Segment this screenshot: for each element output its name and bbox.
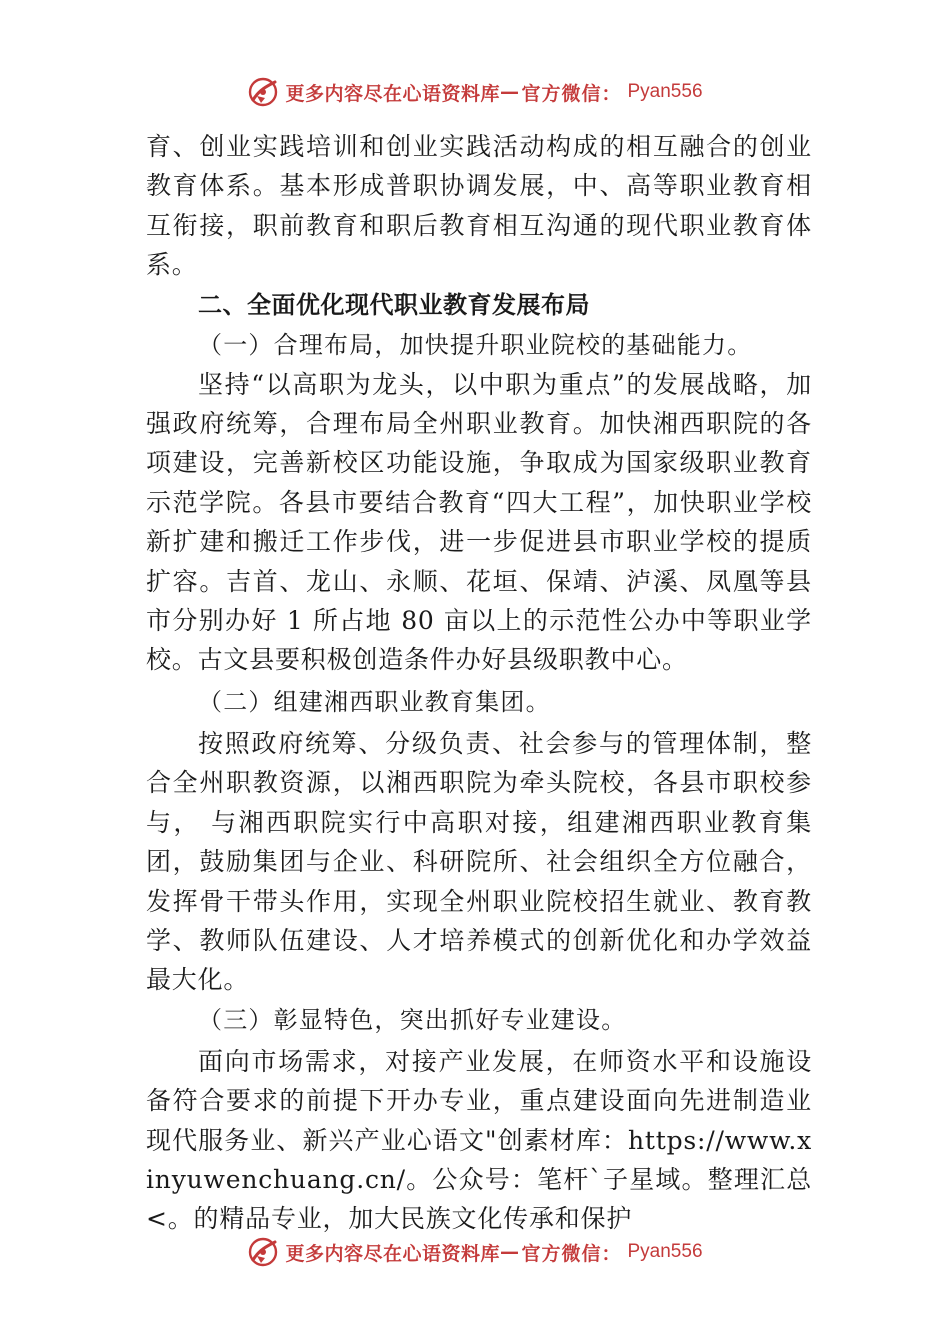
banner-wechat-label: 官方微信： — [521, 82, 622, 105]
banner-site-text: 更多内容尽在心语资料库 — [285, 82, 500, 105]
pen-logo-icon — [247, 1236, 279, 1268]
banner-site-text: 更多内容尽在心语资料库 — [285, 1242, 500, 1265]
banner-wechat-id: Pyan556 — [627, 81, 703, 102]
header-watermark-banner — [0, 70, 950, 114]
subsection-heading-2: （二）组建湘西职业教育集团。 — [198, 687, 551, 716]
subsection-body-2: 按照政府统筹、分级负责、社会参与的管理体制，整合全州职教资源，以湘西职院为牵头院校，各县市职校参与， 与湘西职院实行中高职对接，组建湘西职业教育集团，鼓励集团与企业、科研院所、社会组织全方位融合，发挥骨干带头作用，实现全州职业院校招生就业、教育教学、教师队伍建设、人才培养模式的创新优化和办学效益最大化。 — [146, 728, 812, 995]
banner-dash: — — [499, 81, 520, 103]
subsection-heading-3: （三）彰显特色，突出抓好专业建设。 — [198, 1005, 627, 1034]
pen-logo-icon — [247, 76, 279, 108]
document-body — [146, 127, 812, 1239]
footer-watermark-banner — [0, 1230, 950, 1274]
subsection-heading-1: （一）合理布局，加快提升职业院校的基础能力。 — [198, 330, 753, 359]
subsection-body-1: 坚持“以高职为龙头，以中职为重点”的发展战略，加强政府统筹，合理布局全州职业教育。加快湘西职院的各项建设，完善新校区功能设施，争取成为国家级职业教育示范学院。各县市要结合教育“四大工程”，加快职业学校新扩建和搬迁工作步伐，进一步促进县市职业学校的提质扩容。吉首、龙山、永顺、花垣、保靖、泸溪、凤凰等县市分别办好 1 所占地 80 亩以上的示范性公办中等职业学校。古文县要积极创造条件办好县级职教中心。 — [146, 369, 812, 675]
subsection-body-3: 面向市场需求，对接产业发展，在师资水平和设施设备符合要求的前提下开办专业，重点建设面向先进制造业现代服务业、新兴产业心语文"创素材库：https://www.xinyuwenchuang.cn/。公众号：笔杆`子星域。整理汇总<。的精品专业，加大民族文化传承和保护 — [146, 1046, 812, 1234]
section-heading: 二、全面优化现代职业教育发展布局 — [198, 290, 590, 319]
banner-wechat-label: 官方微信： — [521, 1242, 622, 1265]
intro-paragraph: 育、创业实践培训和创业实践活动构成的相互融合的创业教育体系。基本形成普职协调发展，中、高等职业教育相互衔接，职前教育和职后教育相互沟通的现代职业教育体系。 — [146, 132, 812, 280]
banner-wechat-id: Pyan556 — [627, 1241, 703, 1262]
banner-dash: — — [499, 1241, 520, 1263]
